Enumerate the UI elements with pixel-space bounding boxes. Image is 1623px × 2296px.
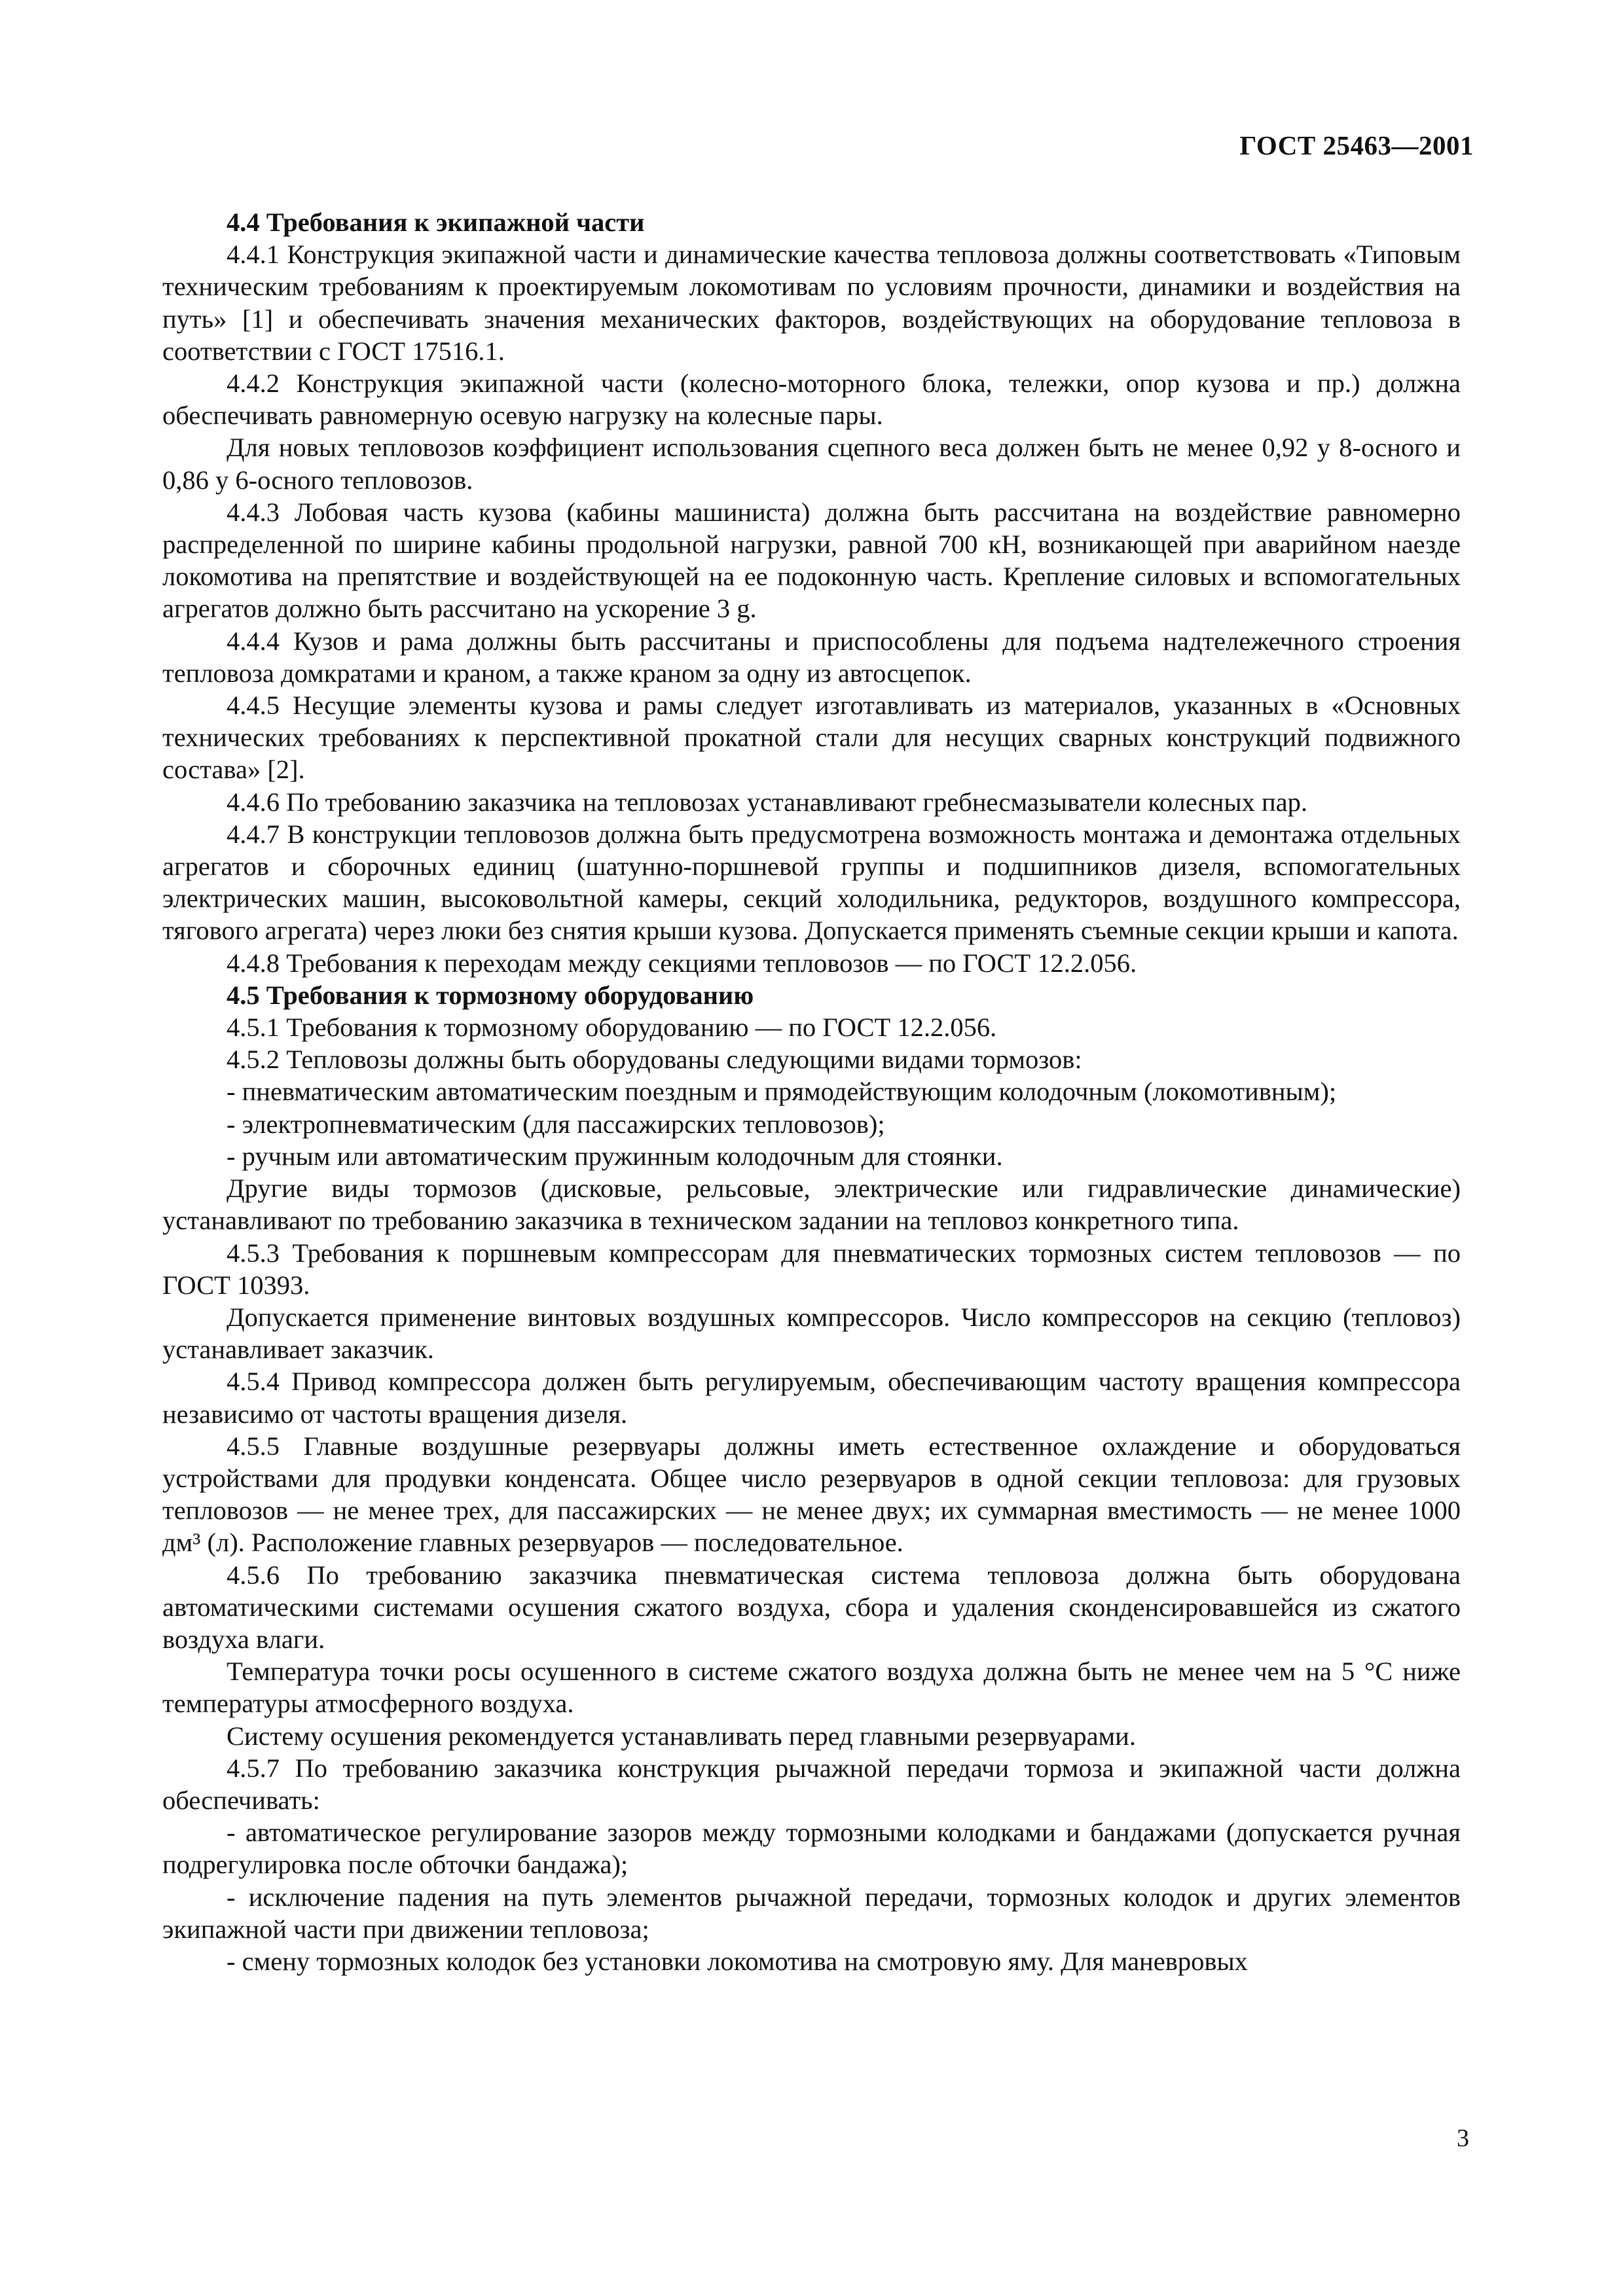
paragraph: 4.4.2 Конструкция экипажной части (колесно-моторного блока, тележки, опор кузова и пр.) должна обеспечивать равномерную осевую нагрузку на колесные пары. xyxy=(162,368,1461,431)
section-heading: 4.5 Требования к тормозному оборудованию xyxy=(227,980,754,1010)
page-number: 3 xyxy=(1457,2125,1469,2152)
document-code-header: ГОСТ 25463—2001 xyxy=(1239,130,1474,160)
paragraph: 4.4.6 По требованию заказчика на тепловозах устанавливают гребнесмазыватели колесных пар. xyxy=(227,787,1307,817)
paragraph: 4.5.5 Главные воздушные резервуары должны иметь естественное охлаждение и оборудоваться устройствами для продувки конденсата. Общее число резервуаров в одной секции тепловоза: для грузовых тепловозов — не менее трех, для пассажирских — не менее двух; их суммарная вместимость — не менее 1000 дм³ (л). Расположение главных резервуаров — последовательное. xyxy=(162,1431,1461,1558)
paragraph: Систему осушения рекомендуется устанавливать перед главными резервуарами. xyxy=(227,1721,1136,1751)
list-item: - автоматическое регулирование зазоров между тормозными колодками и бандажами (допускается ручная подрегулировка после обточки бандажа); xyxy=(162,1818,1461,1880)
paragraph: 4.5.6 По требованию заказчика пневматическая система тепловоза должна быть оборудована автоматическими системами осушения сжатого воздуха, сбора и удаления сконденсировавшейся из сжатого воздуха влаги. xyxy=(162,1560,1461,1654)
list-item: - исключение падения на путь элементов рычажной передачи, тормозных колодок и других элементов экипажной части при движении тепловоза; xyxy=(162,1882,1461,1944)
paragraph: Допускается применение винтовых воздушных компрессоров. Число компрессоров на секцию (тепловоз) устанавливает заказчик. xyxy=(162,1302,1461,1365)
paragraph: Для новых тепловозов коэффициент использования сцепного веса должен быть не менее 0,92 у 8-осного и 0,86 у 6-осного тепловозов. xyxy=(162,433,1461,495)
paragraph: 4.4.5 Несущие элементы кузова и рамы следует изготавливать из материалов, указанных в «Основных технических требованиях к перспективной прокатной стали для несущих сварных конструкций подвижного состава» [2]. xyxy=(162,691,1461,785)
list-item: - электропневматическим (для пассажирских тепловозов); xyxy=(227,1109,885,1139)
paragraph: 4.5.1 Требования к тормозному оборудованию — по ГОСТ 12.2.056. xyxy=(227,1013,997,1043)
paragraph: 4.4.1 Конструкция экипажной части и динамические качества тепловоза должны соответствовать «Типовым техническим требованиям к проектируемым локомотивам по условиям прочности, динамики и воздействия на путь» [1] и обеспечивать значения механических факторов, воздействующих на оборудование тепловоза в соответствии с ГОСТ 17516.1. xyxy=(162,240,1461,366)
paragraph: 4.5.7 По требованию заказчика конструкция рычажной передачи тормоза и экипажной части должна обеспечивать: xyxy=(162,1753,1461,1815)
section-heading: 4.4 Требования к экипажной части xyxy=(227,207,645,237)
paragraph: 4.5.3 Требования к поршневым компрессорам для пневматических тормозных систем тепловозов — по ГОСТ 10393. xyxy=(162,1238,1461,1300)
paragraph: 4.4.3 Лобовая часть кузова (кабины машиниста) должна быть рассчитана на воздействие равномерно распределенной по ширине кабины продольной нагрузки, равной 700 кН, возникающей при аварийном наезде локомотива на препятствие и воздействующей на ее подоконную часть. Крепление силовых и вспомогательных агрегатов должно быть рассчитано на ускорение 3 g. xyxy=(162,497,1461,624)
paragraph: 4.5.2 Тепловозы должны быть оборудованы следующими видами тормозов: xyxy=(227,1045,1082,1075)
paragraph: 4.5.4 Привод компрессора должен быть регулируемым, обеспечивающим частоту вращения компрессора независимо от частоты вращения дизеля. xyxy=(162,1367,1461,1429)
paragraph: 4.4.7 В конструкции тепловозов должна быть предусмотрена возможность монтажа и демонтажа отдельных агрегатов и сборочных единиц (шатунно-поршневой группы и подшипников дизеля, вспомогательных электрических машин, высоковольтной камеры, секций холодильника, редукторов, воздушного компрессора, тягового агрегата) через люки без снятия крыши кузова. Допускается применять съемные секции крыши и капота. xyxy=(162,819,1461,946)
list-item: - пневматическим автоматическим поездным и прямодействующим колодочным (локомотивным); xyxy=(227,1077,1337,1107)
paragraph: 4.4.4 Кузов и рама должны быть рассчитаны и приспособлены для подъема надтележечного строения тепловоза домкратами и краном, а также краном за одну из автосцепок. xyxy=(162,626,1461,688)
list-item: - ручным или автоматическим пружинным колодочным для стоянки. xyxy=(227,1141,1003,1171)
paragraph: 4.4.8 Требования к переходам между секциями тепловозов — по ГОСТ 12.2.056. xyxy=(227,948,1137,978)
list-item: - смену тормозных колодок без установки локомотива на смотровую яму. Для маневровых xyxy=(227,1946,1248,1976)
paragraph: Другие виды тормозов (дисковые, рельсовые, электрические или гидравлические динамические) устанавливают по требованию заказчика в техническом задании на тепловоз конкретного типа. xyxy=(162,1174,1461,1236)
paragraph: Температура точки росы осушенного в системе сжатого воздуха должна быть не менее чем на 5 °С ниже температуры атмосферного воздуха. xyxy=(162,1657,1461,1719)
document-body xyxy=(162,206,1461,1977)
